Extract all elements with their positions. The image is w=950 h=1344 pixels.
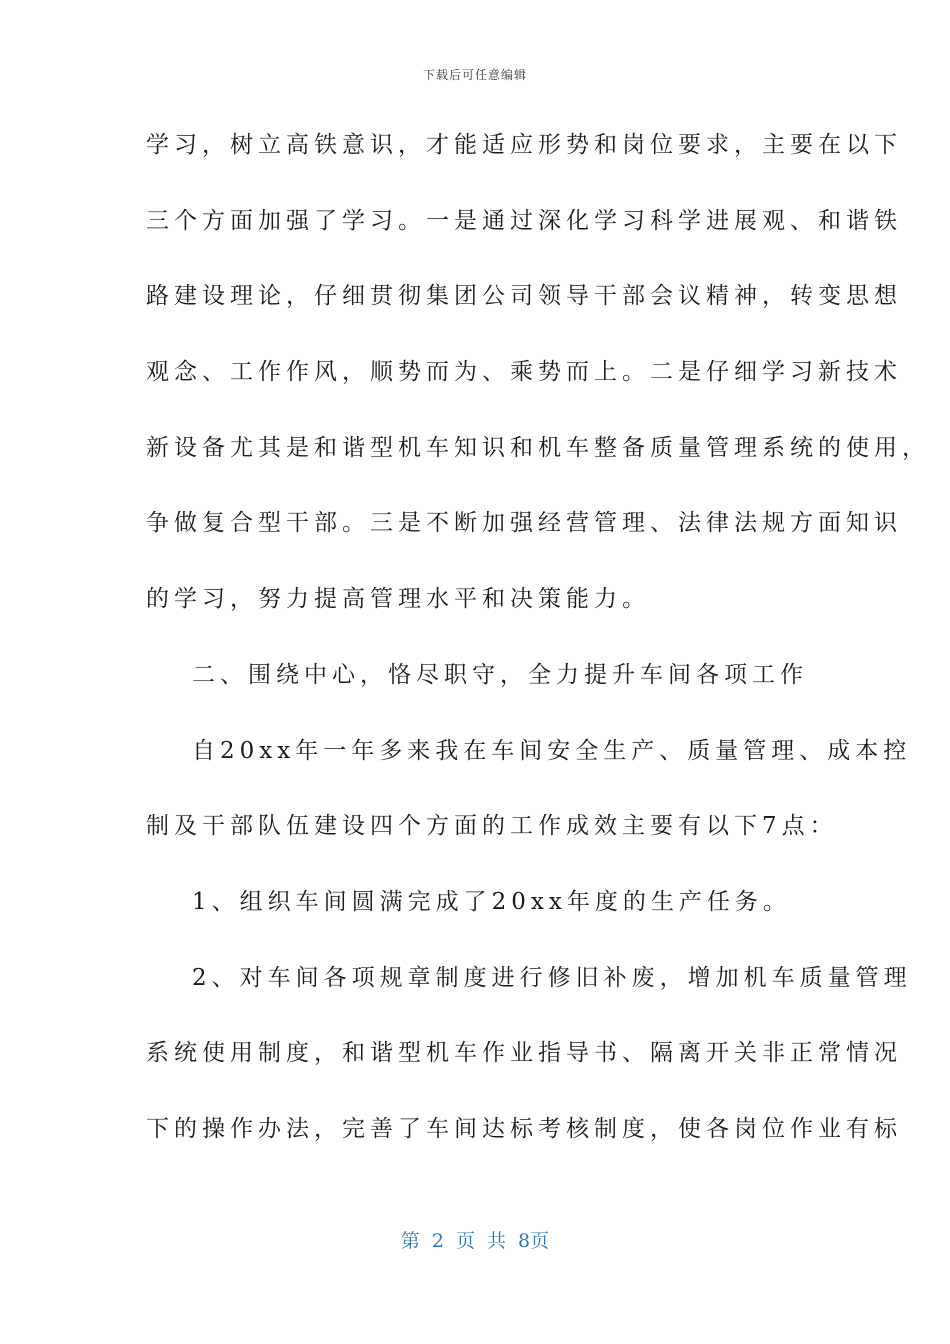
body-line: 路建设理论，仔细贯彻集团公司领导干部会议精神，转变思想 <box>146 283 902 310</box>
footer-label-total: 共 <box>487 1230 507 1252</box>
footer-label-page: 第 <box>400 1230 420 1252</box>
body-line: 自20xx年一年多来我在车间安全生产、质量管理、成本控 <box>192 737 912 764</box>
body-line: 观念、工作作风，顺势而为、乘势而上。二是仔细学习新技术 <box>146 359 902 386</box>
body-line: 下的操作办法，完善了车间达标考核制度，使各岗位作业有标 <box>146 1115 902 1142</box>
document-body <box>146 119 930 1179</box>
list-item: 2、对车间各项规章制度进行修旧补废，增加机车质量管理 <box>192 964 912 991</box>
section-heading: 二、围绕中心，恪尽职守，全力提升车间各项工作 <box>192 661 808 688</box>
body-line: 制及干部队伍建设四个方面的工作成效主要有以下7点： <box>146 813 838 840</box>
body-line: 三个方面加强了学习。一是通过深化学习科学进展观、和谐铁 <box>146 207 902 234</box>
body-line: 学习，树立高铁意识，才能适应形势和岗位要求，主要在以下 <box>146 132 902 158</box>
footer-total-pages: 8页 <box>518 1230 550 1252</box>
body-line: 的学习，努力提高管理水平和决策能力。 <box>146 586 650 613</box>
footer-page-number: 2 <box>431 1230 444 1252</box>
footer-label-page-unit: 页 <box>455 1230 475 1252</box>
body-line: 系统使用制度，和谐型机车作业指导书、隔离开关非正常情况 <box>146 1040 902 1067</box>
list-item: 1、组织车间圆满完成了20xx年度的生产任务。 <box>192 888 791 915</box>
page-header: 下载后可任意编辑 <box>422 68 527 82</box>
body-line: 新设备尤其是和谐型机车知识和机车整备质量管理系统的使用， <box>146 434 930 461</box>
page-footer <box>0 1226 950 1253</box>
body-line: 争做复合型干部。三是不断加强经营管理、法律法规方面知识 <box>146 510 902 537</box>
